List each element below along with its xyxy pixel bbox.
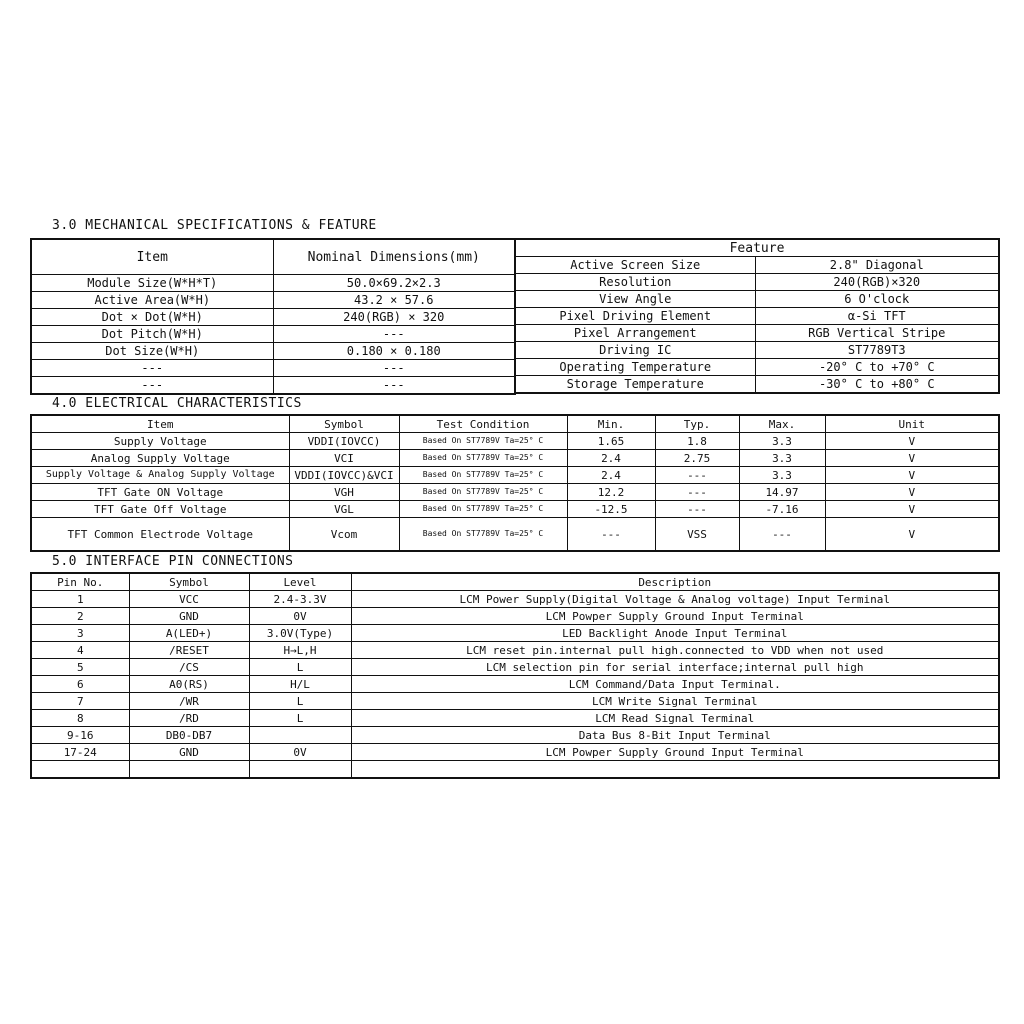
table-row bbox=[31, 591, 999, 608]
mech-dimension-cell: 240(RGB) × 320 bbox=[273, 309, 515, 326]
mech-item-cell: Dot Size(W*H) bbox=[31, 343, 273, 360]
elec-header-cell: Test Condition bbox=[399, 415, 567, 433]
elec-cell: 2.4 bbox=[567, 450, 655, 467]
table-row bbox=[31, 360, 515, 377]
empty-cell bbox=[31, 761, 129, 779]
empty-cell bbox=[351, 761, 999, 779]
elec-cell: 14.97 bbox=[739, 484, 825, 501]
elec-cell: Analog Supply Voltage bbox=[31, 450, 289, 467]
table-row-empty bbox=[31, 761, 999, 779]
elec-cell: --- bbox=[739, 518, 825, 552]
mech-section-title: 3.0 MECHANICAL SPECIFICATIONS & FEATURE bbox=[52, 218, 377, 233]
feature-value-cell: RGB Vertical Stripe bbox=[755, 325, 999, 342]
table-row bbox=[31, 518, 999, 552]
table-row bbox=[31, 693, 999, 710]
mech-header-item: Item bbox=[31, 239, 273, 275]
iface-cell: /CS bbox=[129, 659, 249, 676]
mech-dimension-cell: 43.2 × 57.6 bbox=[273, 292, 515, 309]
iface-cell: LCM Command/Data Input Terminal. bbox=[351, 676, 999, 693]
iface-cell: LED Backlight Anode Input Terminal bbox=[351, 625, 999, 642]
elec-cell: TFT Gate ON Voltage bbox=[31, 484, 289, 501]
elec-cell: 1.65 bbox=[567, 433, 655, 450]
mech-feature-table bbox=[514, 238, 1000, 394]
interface-table bbox=[30, 572, 1000, 779]
iface-cell: 3.0V(Type) bbox=[249, 625, 351, 642]
feature-name-cell: Active Screen Size bbox=[515, 257, 755, 274]
feature-value-cell: 6 O'clock bbox=[755, 291, 999, 308]
elec-cell: -12.5 bbox=[567, 501, 655, 518]
elec-cell: Supply Voltage bbox=[31, 433, 289, 450]
iface-header-cell: Level bbox=[249, 573, 351, 591]
elec-cell: VSS bbox=[655, 518, 739, 552]
iface-cell: LCM Write Signal Terminal bbox=[351, 693, 999, 710]
table-row bbox=[515, 308, 999, 325]
iface-header-cell: Symbol bbox=[129, 573, 249, 591]
elec-cell: 3.3 bbox=[739, 450, 825, 467]
feature-name-cell: Resolution bbox=[515, 274, 755, 291]
empty-cell bbox=[129, 761, 249, 779]
iface-cell: /RESET bbox=[129, 642, 249, 659]
elec-cell: V bbox=[825, 433, 999, 450]
elec-cell: 2.75 bbox=[655, 450, 739, 467]
elec-cell: Based On ST7789V Ta=25° C bbox=[399, 467, 567, 484]
elec-cell: VDDI(IOVCC) bbox=[289, 433, 399, 450]
elec-cell: V bbox=[825, 501, 999, 518]
elec-cell: Based On ST7789V Ta=25° C bbox=[399, 518, 567, 552]
table-row bbox=[31, 343, 515, 360]
iface-cell: 8 bbox=[31, 710, 129, 727]
elec-cell: VCI bbox=[289, 450, 399, 467]
elec-cell: TFT Gate Off Voltage bbox=[31, 501, 289, 518]
mech-dimension-cell: --- bbox=[273, 360, 515, 377]
elec-cell: 2.4 bbox=[567, 467, 655, 484]
iface-cell: A(LED+) bbox=[129, 625, 249, 642]
feature-value-cell: ST7789T3 bbox=[755, 342, 999, 359]
iface-cell: 5 bbox=[31, 659, 129, 676]
table-row bbox=[515, 291, 999, 308]
iface-cell: 7 bbox=[31, 693, 129, 710]
iface-cell: 6 bbox=[31, 676, 129, 693]
elec-cell: Vcom bbox=[289, 518, 399, 552]
table-row bbox=[31, 326, 515, 343]
table-row bbox=[31, 377, 515, 395]
elec-cell: VGL bbox=[289, 501, 399, 518]
table-row bbox=[31, 292, 515, 309]
elec-section-title: 4.0 ELECTRICAL CHARACTERISTICS bbox=[52, 396, 302, 411]
iface-cell: 2.4-3.3V bbox=[249, 591, 351, 608]
iface-cell: Data Bus 8-Bit Input Terminal bbox=[351, 727, 999, 744]
elec-cell: Based On ST7789V Ta=25° C bbox=[399, 501, 567, 518]
mech-item-cell: --- bbox=[31, 360, 273, 377]
elec-cell: -7.16 bbox=[739, 501, 825, 518]
iface-cell: GND bbox=[129, 744, 249, 761]
iface-cell: A0(RS) bbox=[129, 676, 249, 693]
iface-cell: DB0-DB7 bbox=[129, 727, 249, 744]
table-row bbox=[31, 676, 999, 693]
elec-cell: V bbox=[825, 484, 999, 501]
iface-cell: /RD bbox=[129, 710, 249, 727]
table-row bbox=[31, 710, 999, 727]
elec-cell: --- bbox=[655, 501, 739, 518]
iface-cell: 2 bbox=[31, 608, 129, 625]
iface-cell: 1 bbox=[31, 591, 129, 608]
table-row bbox=[31, 433, 999, 450]
mech-item-cell: Dot × Dot(W*H) bbox=[31, 309, 273, 326]
table-header-row bbox=[31, 415, 999, 433]
mech-dimension-cell: --- bbox=[273, 377, 515, 395]
table-row bbox=[31, 659, 999, 676]
iface-cell: LCM Powper Supply Ground Input Terminal bbox=[351, 744, 999, 761]
iface-cell: L bbox=[249, 693, 351, 710]
iface-header-cell: Description bbox=[351, 573, 999, 591]
iface-cell: 9-16 bbox=[31, 727, 129, 744]
elec-header-cell: Min. bbox=[567, 415, 655, 433]
feature-value-cell: -30° C to +80° C bbox=[755, 376, 999, 394]
empty-cell bbox=[249, 761, 351, 779]
table-row bbox=[31, 450, 999, 467]
elec-cell: 3.3 bbox=[739, 433, 825, 450]
feature-name-cell: Operating Temperature bbox=[515, 359, 755, 376]
elec-cell: Supply Voltage & Analog Supply Voltage bbox=[31, 467, 289, 484]
mech-header-dimensions: Nominal Dimensions(mm) bbox=[273, 239, 515, 275]
table-row bbox=[31, 275, 515, 292]
elec-cell: --- bbox=[655, 484, 739, 501]
iface-cell: LCM Powper Supply Ground Input Terminal bbox=[351, 608, 999, 625]
table-row bbox=[515, 274, 999, 291]
feature-name-cell: Driving IC bbox=[515, 342, 755, 359]
iface-section-title: 5.0 INTERFACE PIN CONNECTIONS bbox=[52, 554, 294, 569]
table-row bbox=[515, 257, 999, 274]
table-row bbox=[31, 642, 999, 659]
table-row bbox=[31, 484, 999, 501]
table-row bbox=[31, 467, 999, 484]
feature-name-cell: Pixel Driving Element bbox=[515, 308, 755, 325]
elec-cell: --- bbox=[567, 518, 655, 552]
iface-header-cell: Pin No. bbox=[31, 573, 129, 591]
mech-dimension-cell: --- bbox=[273, 326, 515, 343]
elec-cell: VGH bbox=[289, 484, 399, 501]
mech-dimension-cell: 50.0×69.2×2.3 bbox=[273, 275, 515, 292]
iface-cell: L bbox=[249, 710, 351, 727]
mech-dimensions-table bbox=[30, 238, 516, 395]
elec-cell: --- bbox=[655, 467, 739, 484]
elec-cell: Based On ST7789V Ta=25° C bbox=[399, 433, 567, 450]
elec-cell: V bbox=[825, 467, 999, 484]
iface-cell: GND bbox=[129, 608, 249, 625]
elec-cell: TFT Common Electrode Voltage bbox=[31, 518, 289, 552]
mech-dimension-cell: 0.180 × 0.180 bbox=[273, 343, 515, 360]
mech-item-cell: Module Size(W*H*T) bbox=[31, 275, 273, 292]
iface-cell: H/L bbox=[249, 676, 351, 693]
elec-cell: 3.3 bbox=[739, 467, 825, 484]
iface-cell: H→L,H bbox=[249, 642, 351, 659]
table-row bbox=[515, 342, 999, 359]
elec-header-cell: Max. bbox=[739, 415, 825, 433]
iface-cell bbox=[249, 727, 351, 744]
mech-item-cell: Dot Pitch(W*H) bbox=[31, 326, 273, 343]
elec-header-cell: Typ. bbox=[655, 415, 739, 433]
table-row bbox=[515, 359, 999, 376]
elec-cell: Based On ST7789V Ta=25° C bbox=[399, 450, 567, 467]
iface-cell: L bbox=[249, 659, 351, 676]
feature-value-cell: 2.8" Diagonal bbox=[755, 257, 999, 274]
elec-cell: Based On ST7789V Ta=25° C bbox=[399, 484, 567, 501]
iface-cell: LCM Read Signal Terminal bbox=[351, 710, 999, 727]
elec-cell: VDDI(IOVCC)&VCI bbox=[289, 467, 399, 484]
elec-header-cell: Unit bbox=[825, 415, 999, 433]
iface-cell: 17-24 bbox=[31, 744, 129, 761]
elec-cell: 1.8 bbox=[655, 433, 739, 450]
table-row bbox=[31, 608, 999, 625]
iface-cell: 0V bbox=[249, 744, 351, 761]
feature-name-cell: Storage Temperature bbox=[515, 376, 755, 394]
iface-cell: 0V bbox=[249, 608, 351, 625]
table-row bbox=[31, 625, 999, 642]
table-row bbox=[31, 744, 999, 761]
elec-cell: 12.2 bbox=[567, 484, 655, 501]
table-header-row bbox=[31, 573, 999, 591]
mech-item-cell: --- bbox=[31, 377, 273, 395]
table-row bbox=[515, 376, 999, 394]
elec-header-cell: Symbol bbox=[289, 415, 399, 433]
feature-name-cell: View Angle bbox=[515, 291, 755, 308]
iface-cell: 4 bbox=[31, 642, 129, 659]
elec-header-cell: Item bbox=[31, 415, 289, 433]
feature-value-cell: 240(RGB)×320 bbox=[755, 274, 999, 291]
iface-cell: 3 bbox=[31, 625, 129, 642]
mech-item-cell: Active Area(W*H) bbox=[31, 292, 273, 309]
table-row bbox=[515, 325, 999, 342]
feature-header: Feature bbox=[515, 239, 999, 257]
iface-cell: /WR bbox=[129, 693, 249, 710]
table-row bbox=[31, 727, 999, 744]
feature-value-cell: α-Si TFT bbox=[755, 308, 999, 325]
iface-cell: VCC bbox=[129, 591, 249, 608]
iface-cell: LCM reset pin.internal pull high.connected to VDD when not used bbox=[351, 642, 999, 659]
iface-cell: LCM selection pin for serial interface;internal pull high bbox=[351, 659, 999, 676]
table-row bbox=[31, 501, 999, 518]
feature-value-cell: -20° C to +70° C bbox=[755, 359, 999, 376]
elec-cell: V bbox=[825, 518, 999, 552]
feature-name-cell: Pixel Arrangement bbox=[515, 325, 755, 342]
electrical-table bbox=[30, 414, 1000, 552]
elec-cell: V bbox=[825, 450, 999, 467]
table-row bbox=[31, 309, 515, 326]
iface-cell: LCM Power Supply(Digital Voltage & Analog voltage) Input Terminal bbox=[351, 591, 999, 608]
